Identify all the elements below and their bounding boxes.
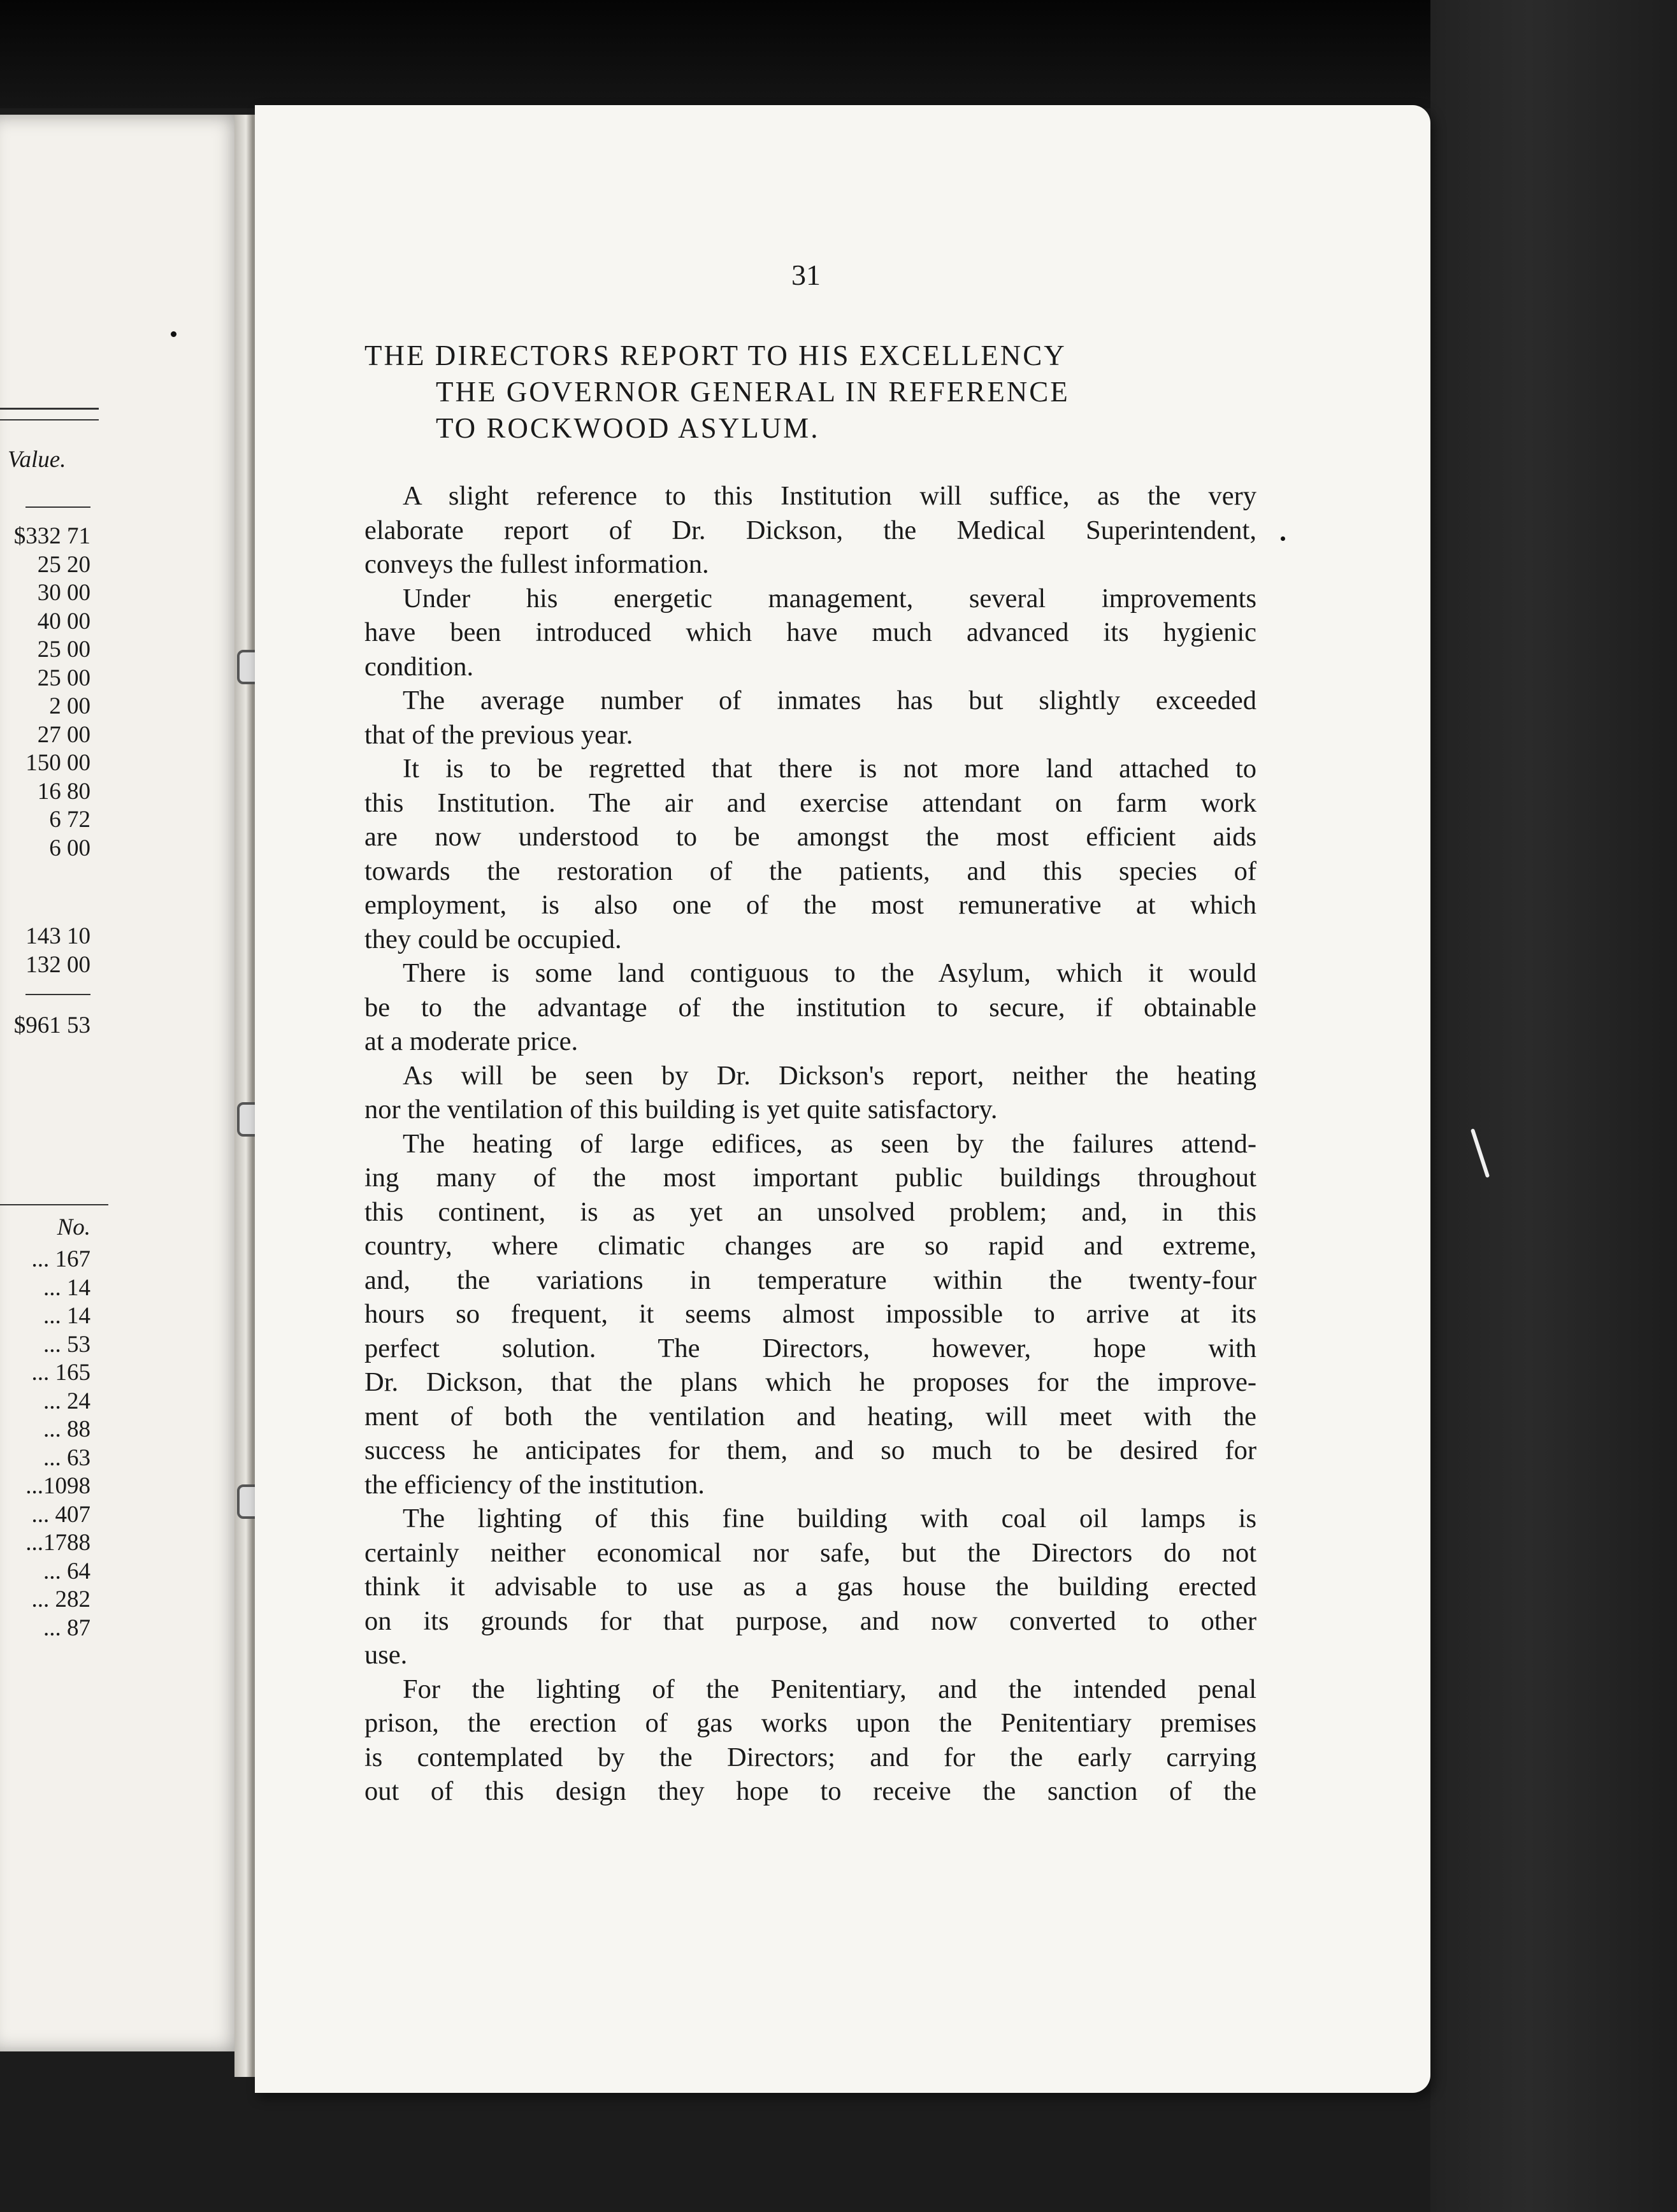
text-line: ing many of the most important public buildings throughout bbox=[364, 1163, 1256, 1193]
number-entry: ... 88 bbox=[43, 1416, 90, 1442]
number-entry: ... 63 bbox=[43, 1444, 90, 1471]
text-line: The heating of large edifices, as seen by the failures attend- bbox=[403, 1128, 1256, 1159]
number-entry: ... 282 bbox=[31, 1586, 90, 1612]
text-line: elaborate report of Dr. Dickson, the Medical Superintendent, bbox=[364, 515, 1256, 545]
numbers-top-rule bbox=[0, 1204, 108, 1205]
text-line: this continent, is as yet an unsolved problem; and, in this bbox=[364, 1196, 1256, 1227]
text-line: For the lighting of the Penitentiary, and the intended penal bbox=[403, 1674, 1256, 1704]
value-entry: 2 00 bbox=[49, 693, 90, 719]
left-top-rule-2 bbox=[0, 419, 99, 420]
text-line: they could be occupied. bbox=[364, 924, 622, 954]
text-line: are now understood to be amongst the most efficient aids bbox=[364, 822, 1256, 852]
subtotal-rule bbox=[25, 994, 90, 995]
heading-line: THE DIRECTORS REPORT TO HIS EXCELLENCY bbox=[364, 340, 1067, 371]
text-line: Dr. Dickson, that the plans which he proposes for the improve- bbox=[364, 1367, 1256, 1397]
number-entry: ... 165 bbox=[31, 1360, 90, 1386]
text-line: at a moderate price. bbox=[364, 1026, 579, 1056]
page-number: 31 bbox=[791, 259, 821, 291]
number-entry: ... 24 bbox=[43, 1388, 90, 1414]
value-column-header: Value. bbox=[8, 447, 66, 473]
value-entry: 27 00 bbox=[37, 721, 90, 748]
value-header-rule bbox=[25, 506, 90, 508]
value-entry: 6 00 bbox=[49, 835, 90, 861]
text-line: hours so frequent, it seems almost impossible to arrive at its bbox=[364, 1299, 1256, 1329]
text-line: prison, the erection of gas works upon the Penitentiary premises bbox=[364, 1708, 1256, 1738]
text-line: success he anticipates for them, and so much to be desired for bbox=[364, 1435, 1256, 1465]
film-border-top bbox=[0, 0, 1677, 108]
text-line: conveys the fullest information. bbox=[364, 549, 709, 579]
report-body bbox=[364, 479, 1256, 1809]
text-line: country, where climatic changes are so rapid and extreme, bbox=[364, 1231, 1256, 1261]
text-line: use. bbox=[364, 1640, 408, 1670]
value-entry: 30 00 bbox=[37, 580, 90, 606]
text-line: Under his energetic management, several improvements bbox=[403, 583, 1256, 614]
value-entry: 40 00 bbox=[37, 608, 90, 635]
text-line: towards the restoration of the patients, and this species of bbox=[364, 856, 1256, 886]
film-border-right bbox=[1430, 0, 1677, 2212]
text-line: The lighting of this fine building with coal oil lamps is bbox=[403, 1504, 1256, 1533]
heading-line: TO ROCKWOOD ASYLUM. bbox=[436, 412, 820, 444]
value-entry: $332 71 bbox=[13, 523, 90, 549]
text-line: on its grounds for that purpose, and now converted to other bbox=[364, 1605, 1256, 1636]
text-line: The average number of inmates has but slightly exceeded bbox=[403, 686, 1256, 715]
number-entry: ... 53 bbox=[43, 1331, 90, 1358]
text-line: A slight reference to this Institution will suffice, as the very bbox=[403, 481, 1256, 511]
text-line: condition. bbox=[364, 651, 474, 682]
text-line: As will be seen by Dr. Dickson's report, neither the heating bbox=[403, 1060, 1256, 1091]
text-line: and, the variations in temperature within the twenty-four bbox=[364, 1265, 1256, 1295]
text-line: certainly neither economical nor safe, but the Directors do not bbox=[364, 1537, 1256, 1568]
text-line: think it advisable to use as a gas house the building erected bbox=[364, 1572, 1256, 1602]
text-line: employment, is also one of the most remunerative at which bbox=[364, 890, 1256, 920]
film-speck bbox=[171, 331, 176, 337]
subtotal-value: 143 10 bbox=[25, 923, 90, 949]
number-entry: ... 167 bbox=[31, 1246, 90, 1272]
number-entry: ... 87 bbox=[43, 1614, 90, 1641]
number-entry: ...1098 bbox=[25, 1473, 90, 1499]
subtotal-value: 132 00 bbox=[25, 951, 90, 978]
value-entry: 16 80 bbox=[37, 778, 90, 805]
text-line: have been introduced which have much advanced its hygienic bbox=[364, 617, 1256, 647]
number-entry: ...1788 bbox=[25, 1530, 90, 1556]
text-line: out of this design they hope to receive the sanction of the bbox=[364, 1776, 1256, 1806]
left-top-rule bbox=[0, 408, 99, 410]
text-line: ment of both the ventilation and heating, will meet with the bbox=[364, 1401, 1256, 1432]
number-entry: ... 407 bbox=[31, 1501, 90, 1528]
text-line: nor the ventilation of this building is yet quite satisfactory. bbox=[364, 1095, 998, 1124]
text-line: the efficiency of the institution. bbox=[364, 1469, 705, 1500]
left-facing-page bbox=[0, 115, 245, 2051]
heading-line: THE GOVERNOR GENERAL IN REFERENCE bbox=[436, 376, 1070, 408]
number-entry: ... 14 bbox=[43, 1303, 90, 1329]
report-heading bbox=[364, 338, 1256, 447]
value-entry: 6 72 bbox=[49, 807, 90, 833]
number-column-header: No. bbox=[57, 1214, 90, 1240]
text-line: is contemplated by the Directors; and for the early carrying bbox=[364, 1742, 1256, 1772]
value-entry: 150 00 bbox=[25, 750, 90, 776]
number-entry: ... 14 bbox=[43, 1274, 90, 1301]
text-line: It is to be regretted that there is not more land attached to bbox=[403, 754, 1256, 784]
text-line: perfect solution. The Directors, however, hope with bbox=[364, 1333, 1256, 1363]
text-line: that of the previous year. bbox=[364, 719, 633, 750]
text-line: be to the advantage of the institution to secure, if obtainable bbox=[364, 992, 1256, 1023]
text-line: this Institution. The air and exercise attendant on farm work bbox=[364, 787, 1256, 818]
total-value: $961 53 bbox=[13, 1012, 90, 1038]
value-entry: 25 20 bbox=[37, 551, 90, 578]
number-entry: ... 64 bbox=[43, 1558, 90, 1584]
text-line: There is some land contiguous to the Asylum, which it would bbox=[403, 958, 1256, 988]
value-entry: 25 00 bbox=[37, 636, 90, 663]
value-entry: 25 00 bbox=[37, 664, 90, 691]
film-speck bbox=[1281, 536, 1285, 541]
